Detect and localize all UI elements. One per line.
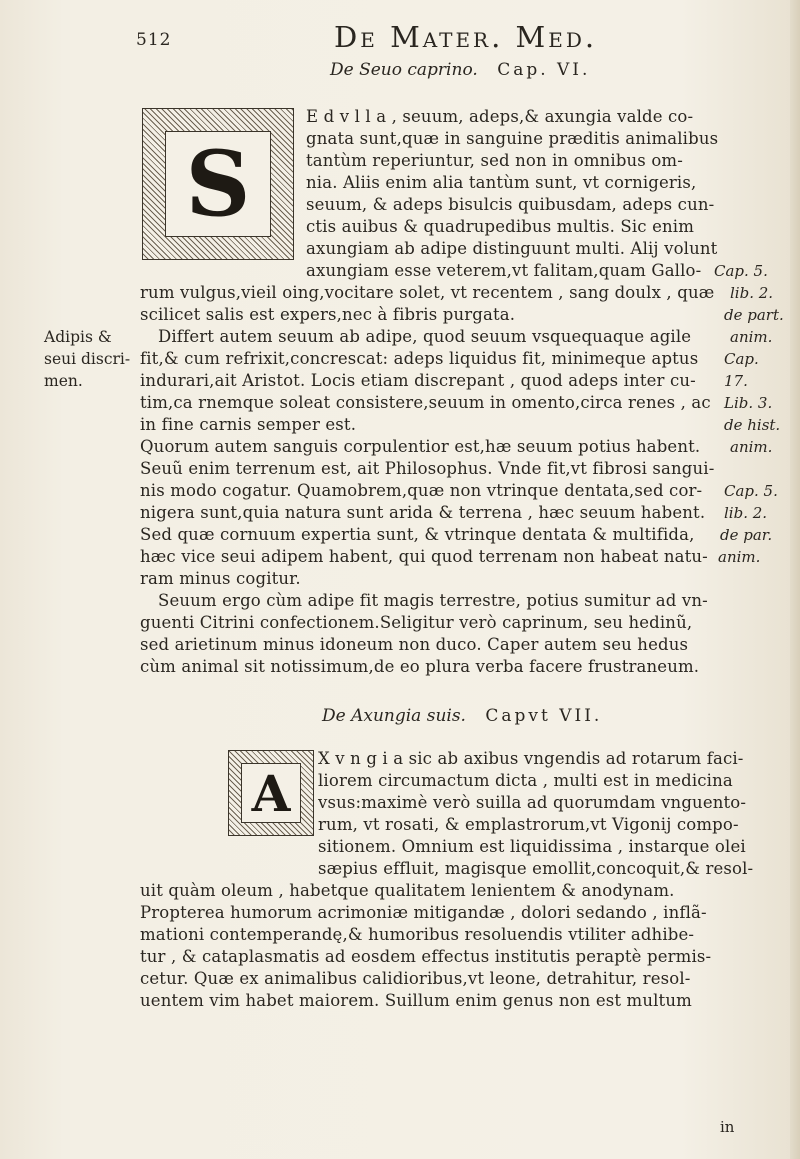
side-note-right: Cap. 5. <box>714 262 768 280</box>
side-note-right: de hist. <box>724 416 781 434</box>
chapter-7-title-cap: Capvt VII. <box>485 706 603 726</box>
text-line: X v n g i a sic ab axibus vngendis ad rotarum faci- <box>318 749 744 768</box>
text-line: nis modo cogatur. Quamobrem,quæ non vtrinque dentata,sed cor- <box>140 481 703 500</box>
text-line: ram minus cogitur. <box>140 569 301 588</box>
side-note-right: de part. <box>724 306 784 324</box>
text-line: cùm animal sit notissimum,de eo plura verba facere frustraneum. <box>140 657 700 676</box>
text-line: mationi contemperandę,& humoribus resoluendis vtiliter adhibe- <box>140 925 695 944</box>
text-line: sitionem. Omnium est liquidissima , instarque olei <box>318 837 746 856</box>
text-line: guenti Citrini confectionem.Seligitur verò caprinum, seu hedinũ, <box>140 613 693 632</box>
initial-letter-2: A <box>241 763 301 823</box>
running-title: De Mater. Med. <box>334 20 598 54</box>
text-line: gnata sunt,quæ in sanguine præditis animalibus <box>306 129 719 148</box>
side-note-left: seui discri- <box>44 350 131 368</box>
catchword: in <box>720 1118 735 1136</box>
text-line: cetur. Quæ ex animalibus calidioribus,vt leone, detrahitur, resol- <box>140 969 691 988</box>
text-line: indurari,ait Aristot. Locis etiam discrepant , quod adeps inter cu- <box>140 371 696 390</box>
initial-letter-1: S <box>165 131 271 237</box>
text-line: Quorum autem sanguis corpulentior est,hæ seuum potius habent. <box>140 437 701 456</box>
side-note-right: anim. <box>718 548 761 566</box>
text-line: scilicet salis est expers,nec à fibris purgata. <box>140 305 516 324</box>
text-line: sed arietinum minus idoneum non duco. Caper autem seu hedus <box>140 635 689 654</box>
chapter-6-title-italic: De Seuo caprino. <box>330 60 478 80</box>
page-edge <box>790 0 800 1159</box>
text-line: liorem circumactum dicta , multi est in medicina <box>318 771 733 790</box>
side-note-right: anim. <box>730 328 773 346</box>
text-line: Seuũ enim terrenum est, ait Philosophus. Vnde fit,vt fibrosi sangui- <box>140 459 715 478</box>
chapter-6-title-cap: Cap. VI. <box>497 60 591 80</box>
decorated-initial-1 <box>142 108 294 260</box>
text-line: nia. Aliis enim alia tantùm sunt, vt cornigeris, <box>306 173 697 192</box>
page-header <box>126 14 746 54</box>
text-line: uentem vim habet maiorem. Suillum enim genus non est multum <box>140 991 692 1010</box>
side-note-left: men. <box>44 372 83 390</box>
text-line: Propterea humorum acrimoniæ mitigandæ , dolori sedando , inflã- <box>140 903 707 922</box>
text-line: uit quàm oleum , habetque qualitatem lenientem & anodynam. <box>140 881 675 900</box>
chapter-6-title <box>330 60 590 80</box>
text-line: Differt autem seuum ab adipe, quod seuum vsquequaque agile <box>158 327 692 346</box>
side-note-right: 17. <box>724 372 748 390</box>
text-line: in fine carnis semper est. <box>140 415 357 434</box>
text-line: tim,ca rnemque soleat consistere,seuum in omento,circa renes , ac <box>140 393 711 412</box>
side-note-right: Lib. 3. <box>724 394 773 412</box>
text-line: hæc vice seui adipem habent, qui quod terrenam non habeat natu- <box>140 547 708 566</box>
side-note-right: lib. 2. <box>730 284 774 302</box>
text-line: nigera sunt,quia natura sunt arida & terrena , hæc seuum habent. <box>140 503 706 522</box>
text-line: sæpius effluit, magisque emollit,concoquit,& resol- <box>318 859 754 878</box>
side-note-left: Adipis & <box>44 328 112 346</box>
text-line: Sed quæ cornuum expertia sunt, & vtrinque dentata & multifida, <box>140 525 695 544</box>
text-line: tantùm reperiuntur, sed non in omnibus om- <box>306 151 683 170</box>
text-line: axungiam esse veterem,vt falitam,quam Gallo- <box>306 261 702 280</box>
side-note-right: Cap. 5. <box>724 482 778 500</box>
text-line: axungiam ab adipe distinguunt multi. Alij volunt <box>306 239 718 258</box>
text-line: rum vulgus,vieil oing,vocitare solet, vt recentem , sang doulx , quæ <box>140 283 715 302</box>
text-line: tur , & cataplasmatis ad eosdem effectus institutis peraptè permis- <box>140 947 712 966</box>
text-line: Seuum ergo cùm adipe fit magis terrestre, potius sumitur ad vn- <box>158 591 708 610</box>
text-line: vsus:maximè verò suilla ad quorumdam vnguento- <box>318 793 747 812</box>
text-line: E d v l l a , seuum, adeps,& axungia valde co- <box>306 107 694 126</box>
text-line: rum, vt rosati, & emplastrorum,vt Vigonij compo- <box>318 815 739 834</box>
chapter-7-title <box>322 706 602 726</box>
decorated-initial-2 <box>228 750 314 836</box>
side-note-right: Cap. <box>724 350 759 368</box>
text-line: ctis auibus & quadrupedibus multis. Sic enim <box>306 217 695 236</box>
page-number: 512 <box>136 30 172 50</box>
side-note-right: de par. <box>720 526 773 544</box>
chapter-7-title-italic: De Axungia suis. <box>322 706 466 726</box>
side-note-right: anim. <box>730 438 773 456</box>
text-line: fit,& cum refrixit,concrescat: adeps liquidus fit, minimeque aptus <box>140 349 699 368</box>
side-note-right: lib. 2. <box>724 504 768 522</box>
text-line: seuum, & adeps bisulcis quibusdam, adeps cun- <box>306 195 715 214</box>
